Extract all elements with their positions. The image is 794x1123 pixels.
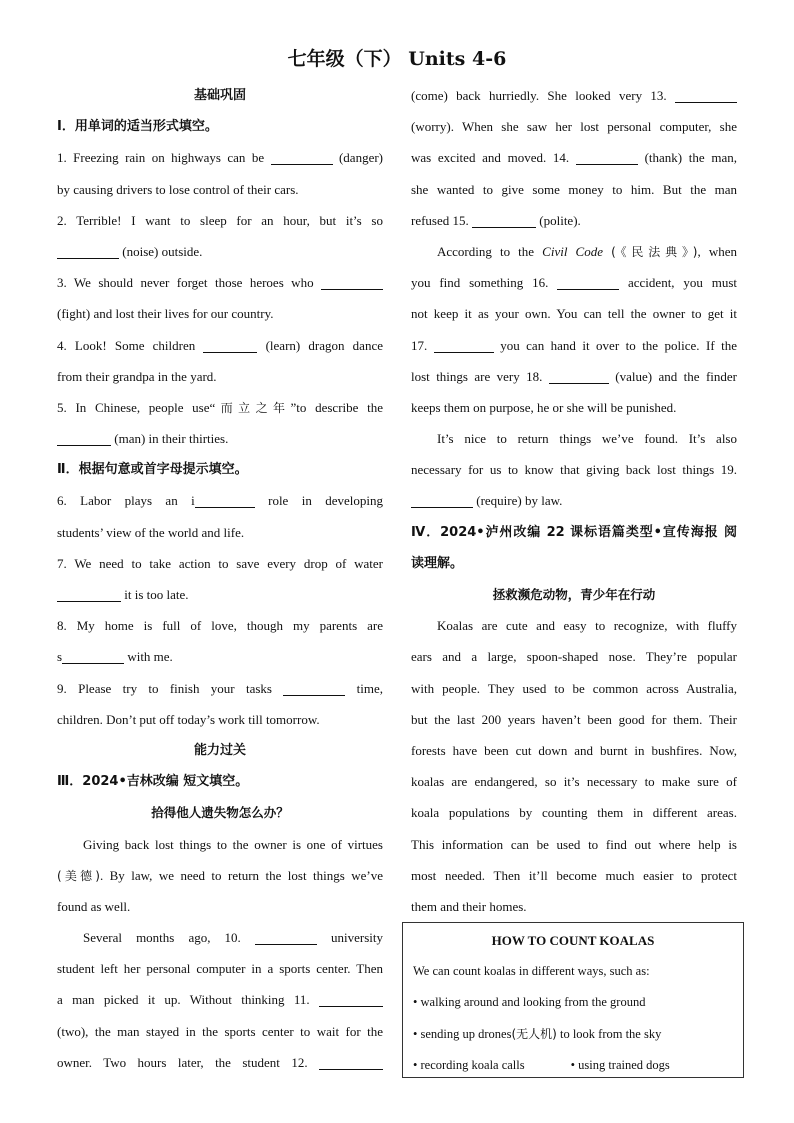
passage-line: she wanted to give some money to him. But the man [411, 181, 737, 197]
left-column [57, 80, 383, 1078]
question-6: 6. Labor plays an i role in developing [57, 493, 383, 509]
passage-line: Several months ago, 10. university [83, 930, 383, 946]
answer-blank[interactable] [472, 213, 536, 228]
passage-line: koala populations by counting them in different areas. [411, 805, 737, 821]
passage-line: Koalas are cute and easy to recognize, with fluffy [437, 618, 737, 634]
passage-line: refused 15. (polite). [411, 212, 581, 228]
question-3-cont: (fight) and lost their lives for our country. [57, 306, 274, 322]
question-9: 9. Please try to finish your tasks time, [57, 680, 384, 696]
passage-line: you find something 16. accident, you must [411, 275, 737, 291]
question-1-cont: by causing drivers to lose control of their cars. [57, 181, 299, 197]
question-5-cont: (man) in their thirties. [57, 423, 383, 454]
question-8-cont: s with me. [57, 649, 173, 665]
passage-line: owner. Two hours later, the student 12. [57, 1047, 383, 1078]
question-5: 5. In Chinese, people use“而立之年”to describe the [57, 399, 383, 415]
passage-line: Giving back lost things to the owner is one of virtues [83, 836, 383, 852]
part4-heading: Ⅳ．2024•泸州改编 22 课标语篇类型•宣传海报 阅 [411, 524, 737, 540]
koala-count-box [402, 922, 744, 1078]
passage-line: with people. They used to be common across Australia, [411, 680, 737, 696]
box-bullet: • sending up drones(无人机) to look from the sky [413, 1026, 662, 1041]
passage-line: (worry). When she saw her lost personal computer, she [411, 119, 737, 135]
answer-blank[interactable] [319, 1055, 383, 1070]
box-bullet-row [403, 1050, 743, 1081]
question-2: 2. Terrible! I want to sleep for an hour, but it’s so [57, 212, 383, 228]
answer-blank[interactable] [271, 150, 333, 165]
passage-line: (come) back hurriedly. She looked very 13. [411, 80, 737, 111]
answer-blank[interactable] [57, 587, 121, 602]
answer-blank[interactable] [195, 493, 255, 508]
passage-line: not keep it as your own. You can tell the owner to get it [411, 306, 737, 322]
passage-line: most needed. Then it’ll become much easier to protect [411, 867, 737, 883]
passage-line: (two), the man stayed in the sports center to wait for the [57, 1023, 383, 1039]
passage-line: forests have been cut down and burnt in bushfires. Now, [411, 742, 737, 758]
passage-title: 拾得他人遗失物怎么办？ [151, 805, 289, 821]
answer-blank[interactable] [283, 681, 345, 696]
question-3: 3. We should never forget those heroes who [57, 267, 383, 298]
passage2-title: 拯救濒危动物，青少年在行动 [492, 587, 656, 602]
passage-line: (美德). By law, we need to return the lost things we’ve [57, 867, 383, 883]
passage-line: According to the Civil Code (《民法典》), when [437, 243, 737, 259]
section-heading-basic: 基础巩固 [193, 88, 246, 103]
passage-line: them and their homes. [411, 898, 527, 914]
passage-line: but the last 200 years haven’t been good for them. Their [411, 711, 737, 727]
answer-blank[interactable] [319, 992, 383, 1007]
passage-line: ears and a large, spoon-shaped nose. They’re popular [411, 649, 737, 665]
box-intro: We can count koalas in different ways, such as: [413, 964, 650, 979]
part2-heading: Ⅱ．根据句意或首字母提示填空。 [57, 462, 248, 478]
passage-line: was excited and moved. 14. (thank) the man, [411, 150, 738, 166]
question-1: 1. Freezing rain on highways can be (danger) [57, 150, 383, 166]
passage-line: (require) by law. [411, 485, 737, 516]
answer-blank[interactable] [57, 431, 111, 446]
answer-blank[interactable] [675, 88, 737, 103]
passage-line: This information can be used to find out where help is [411, 836, 737, 852]
question-2-cont: (noise) outside. [57, 236, 383, 267]
passage-line: keeps them on purpose, he or she will be punished. [411, 399, 677, 415]
question-7: 7. We need to take action to save every drop of water [57, 555, 383, 571]
passage-line: student left her personal computer in a sports center. Then [57, 961, 383, 977]
answer-blank[interactable] [203, 338, 257, 353]
passage-line: found as well. [57, 898, 131, 914]
answer-blank[interactable] [557, 275, 619, 290]
part1-heading: Ⅰ．用单词的适当形式填空。 [57, 119, 218, 135]
answer-blank[interactable] [62, 649, 124, 664]
answer-blank[interactable] [321, 275, 383, 290]
question-6-cont: students’ view of the world and life. [57, 524, 245, 540]
passage-line: It’s nice to return things we’ve found. It’s also [437, 431, 737, 447]
passage-line: 17. you can hand it over to the police. If the [411, 337, 738, 353]
passage-line: a man picked it up. Without thinking 11. [57, 984, 383, 1015]
answer-blank[interactable] [411, 493, 473, 508]
answer-blank[interactable] [576, 150, 638, 165]
right-column [411, 80, 737, 922]
answer-blank[interactable] [434, 338, 494, 353]
answer-blank[interactable] [549, 369, 609, 384]
box-bullet: • recording koala calls [413, 1057, 525, 1072]
question-4: 4. Look! Some children (learn) dragon dance [57, 337, 383, 353]
section-heading-ability: 能力过关 [193, 742, 246, 758]
question-7-cont: it is too late. [57, 579, 383, 610]
page-title: 七年级（下） Units 4-6 [287, 48, 507, 70]
passage-line: koalas are endangered, so it’s necessary to make sure of [411, 774, 737, 790]
question-4-cont: from their grandpa in the yard. [57, 368, 217, 384]
part4-heading-cont: 读理解。 [411, 555, 464, 571]
question-8: 8. My home is full of love, though my parents are [57, 618, 383, 634]
answer-blank[interactable] [255, 930, 317, 945]
passage-line: lost things are very 18. (value) and the finder [411, 368, 738, 384]
part3-heading: Ⅲ．2024•吉林改编 短文填空。 [57, 774, 249, 790]
box-title: HOW TO COUNT KOALAS [491, 933, 655, 948]
question-9-cont: children. Don’t put off today’s work till tomorrow. [57, 711, 320, 727]
box-bullet: • walking around and looking from the ground [413, 995, 646, 1010]
answer-blank[interactable] [57, 244, 119, 259]
passage-line: necessary for us to know that giving back lost things 19. [411, 462, 737, 478]
box-bullet: • using trained dogs [570, 1057, 670, 1072]
